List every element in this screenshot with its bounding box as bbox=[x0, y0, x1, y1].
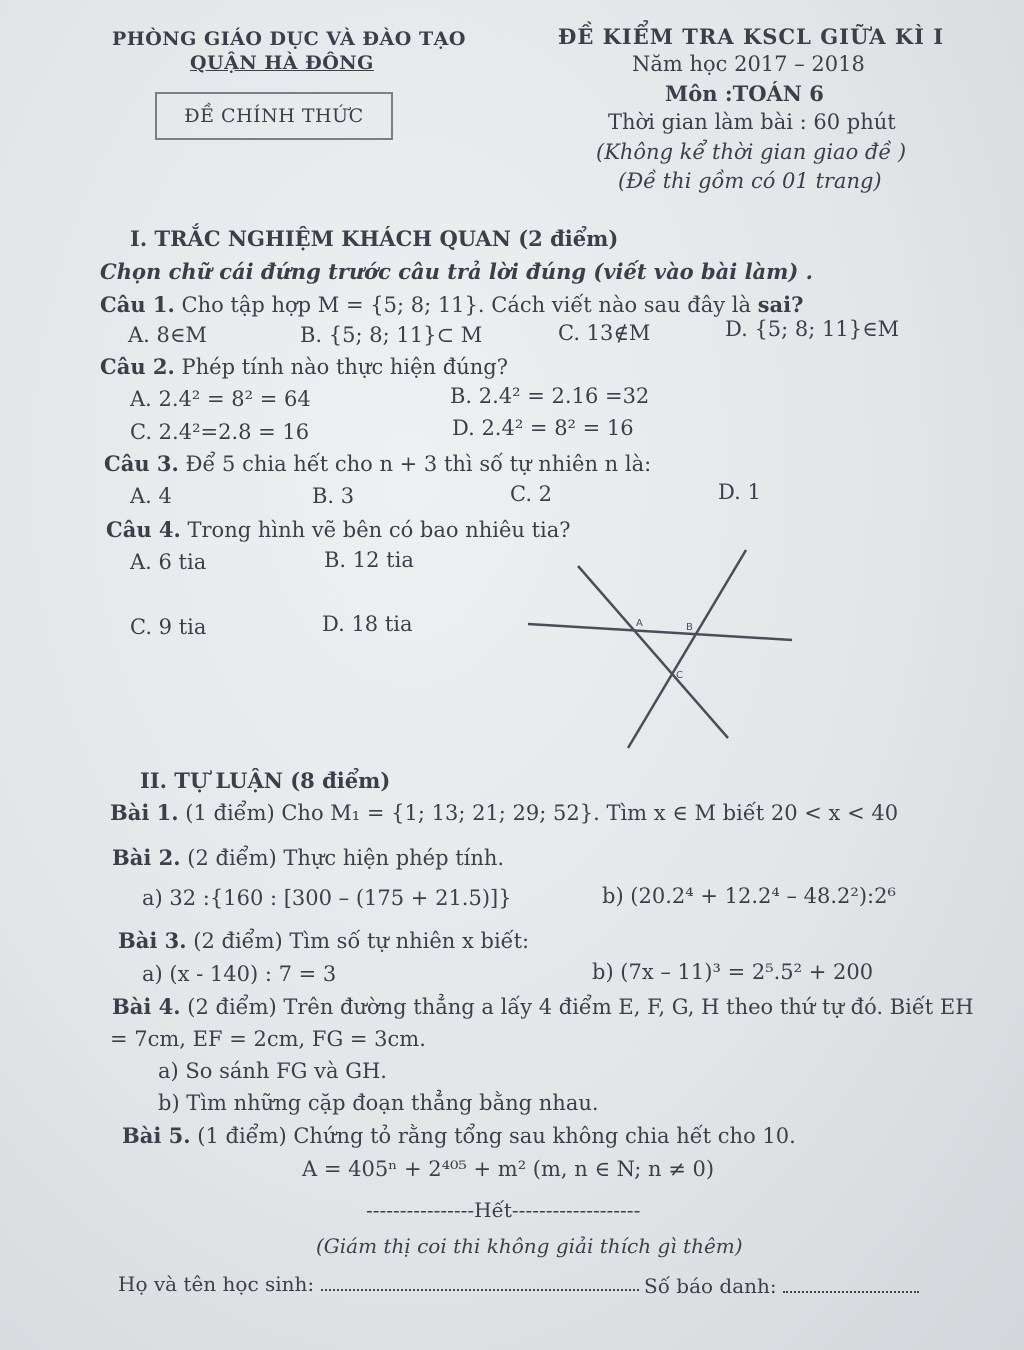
line-diagonal-down bbox=[578, 566, 728, 738]
exercise-5-text: (1 điểm) Chứng tỏ rằng tổng sau không chia hết cho 10. bbox=[197, 1124, 796, 1148]
question-2-label: Câu 2. bbox=[100, 354, 175, 379]
question-2-text: Phép tính nào thực hiện đúng? bbox=[181, 355, 508, 379]
student-name-line bbox=[118, 1272, 639, 1296]
exercise-3-part-a: a) (x - 140) : 7 = 3 bbox=[142, 962, 337, 986]
line-diagonal-up bbox=[628, 550, 746, 748]
point-c-label: C bbox=[676, 670, 683, 681]
question-4-text: Trong hình vẽ bên có bao nhiêu tia? bbox=[187, 518, 571, 542]
department-name: PHÒNG GIÁO DỤC VÀ ĐÀO TẠO bbox=[112, 28, 466, 50]
q1-option-a: A. 8∈M bbox=[128, 323, 207, 347]
note-delivery-time: (Không kể thời gian giao đề ) bbox=[596, 140, 907, 164]
student-name-label: Họ và tên học sinh: bbox=[118, 1272, 315, 1296]
rays-figure bbox=[520, 540, 810, 760]
exercise-3-label: Bài 3. bbox=[118, 928, 187, 953]
exercise-1-label: Bài 1. bbox=[110, 800, 179, 825]
exercise-5-label: Bài 5. bbox=[122, 1123, 191, 1148]
question-1-label: Câu 1. bbox=[100, 292, 175, 317]
exercise-4-part-a: a) So sánh FG và GH. bbox=[158, 1059, 387, 1083]
exercise-3-text: (2 điểm) Tìm số tự nhiên x biết: bbox=[193, 929, 530, 953]
point-b-label: B bbox=[686, 622, 693, 633]
exercise-4-text: (2 điểm) Trên đường thẳng a lấy 4 điểm E, F, G, H theo thứ tự đó. Biết EH bbox=[187, 995, 974, 1019]
subject: Môn :TOÁN 6 bbox=[665, 81, 824, 106]
question-4-label: Câu 4. bbox=[106, 517, 181, 542]
q4-option-a: A. 6 tia bbox=[130, 550, 207, 574]
exercise-5-formula: A = 405ⁿ + 2⁴⁰⁵ + m² (m, n ∈ N; n ≠ 0) bbox=[302, 1157, 715, 1181]
exam-title: ĐỀ KIỂM TRA KSCL GIỮA KÌ I bbox=[558, 24, 945, 49]
q2-option-c: C. 2.4²=2.8 = 16 bbox=[130, 420, 310, 444]
exercise-2-part-a: a) 32 :{160 : [300 – (175 + 21.5)]} bbox=[142, 886, 512, 910]
duration: Thời gian làm bài : 60 phút bbox=[608, 110, 896, 134]
q2-option-a: A. 2.4² = 8² = 64 bbox=[130, 387, 311, 411]
question-3 bbox=[104, 451, 651, 476]
exercise-1-text: (1 điểm) Cho M₁ = {1; 13; 21; 29; 52}. Tìm x ∈ M biết 20 < x < 40 bbox=[185, 801, 899, 825]
exercise-2-label: Bài 2. bbox=[112, 845, 181, 870]
line-horizontal bbox=[528, 624, 792, 640]
exercise-4-label: Bài 4. bbox=[112, 994, 181, 1019]
q3-option-a: A. 4 bbox=[130, 484, 172, 508]
note-page-count: (Đề thi gồm có 01 trang) bbox=[618, 169, 882, 193]
question-4 bbox=[106, 517, 571, 542]
candidate-id-blank[interactable] bbox=[783, 1291, 919, 1293]
question-1-text: Cho tập hợp M = {5; 8; 11}. Cách viết nào sau đây là bbox=[181, 293, 752, 317]
part1-instruction: Chọn chữ cái đứng trước câu trả lời đúng (viết vào bài làm) . bbox=[100, 259, 813, 284]
q1-option-d: D. {5; 8; 11}∈M bbox=[725, 317, 900, 341]
question-1 bbox=[100, 292, 803, 317]
student-name-blank[interactable] bbox=[321, 1289, 639, 1291]
exercise-3-part-b: b) (7x – 11)³ = 2⁵.5² + 200 bbox=[592, 960, 874, 984]
q3-option-c: C. 2 bbox=[510, 482, 553, 506]
question-3-label: Câu 3. bbox=[104, 451, 179, 476]
q3-option-b: B. 3 bbox=[312, 484, 355, 508]
q4-option-c: C. 9 tia bbox=[130, 615, 207, 639]
q2-option-d: D. 2.4² = 8² = 16 bbox=[452, 416, 634, 440]
q4-option-d: D. 18 tia bbox=[322, 612, 413, 636]
point-a-label: A bbox=[636, 618, 643, 629]
exercise-5 bbox=[122, 1123, 796, 1148]
q1-option-c: C. 13∉M bbox=[558, 321, 651, 345]
end-text: Hết bbox=[474, 1198, 512, 1222]
q3-option-d: D. 1 bbox=[718, 480, 761, 504]
question-1-emphasis: sai? bbox=[757, 292, 804, 317]
part2-title: II. TỰ LUẬN (8 điểm) bbox=[140, 768, 391, 793]
candidate-id-line bbox=[644, 1274, 919, 1298]
exercise-1 bbox=[110, 800, 898, 825]
exercise-4-part-b: b) Tìm những cặp đoạn thẳng bằng nhau. bbox=[158, 1091, 599, 1115]
proctor-note: (Giám thị coi thi không giải thích gì thêm) bbox=[316, 1234, 743, 1258]
exercise-2 bbox=[112, 845, 504, 870]
q1-option-b: B. {5; 8; 11}⊂ M bbox=[300, 323, 483, 347]
official-exam-box: ĐỀ CHÍNH THỨC bbox=[155, 92, 393, 140]
exercise-2-text: (2 điểm) Thực hiện phép tính. bbox=[187, 846, 505, 870]
q2-option-b: B. 2.4² = 2.16 =32 bbox=[450, 384, 650, 408]
q4-option-b: B. 12 tia bbox=[324, 548, 414, 572]
school-year: Năm học 2017 – 2018 bbox=[632, 52, 865, 76]
exercise-2-part-b: b) (20.2⁴ + 12.2⁴ – 48.2²):2⁶ bbox=[602, 884, 896, 908]
question-3-text: Để 5 chia hết cho n + 3 thì số tự nhiên n là: bbox=[185, 452, 652, 476]
exercise-3 bbox=[118, 928, 529, 953]
district-name: QUẬN HÀ ĐÔNG bbox=[190, 52, 374, 74]
exercise-4-text-cont: = 7cm, EF = 2cm, FG = 3cm. bbox=[110, 1027, 426, 1051]
exercise-4 bbox=[112, 994, 974, 1019]
part1-title: I. TRẮC NGHIỆM KHÁCH QUAN (2 điểm) bbox=[130, 226, 619, 251]
candidate-id-label: Số báo danh: bbox=[644, 1274, 777, 1298]
question-2 bbox=[100, 354, 508, 379]
end-marker: ----------------Hết------------------- bbox=[366, 1198, 641, 1222]
